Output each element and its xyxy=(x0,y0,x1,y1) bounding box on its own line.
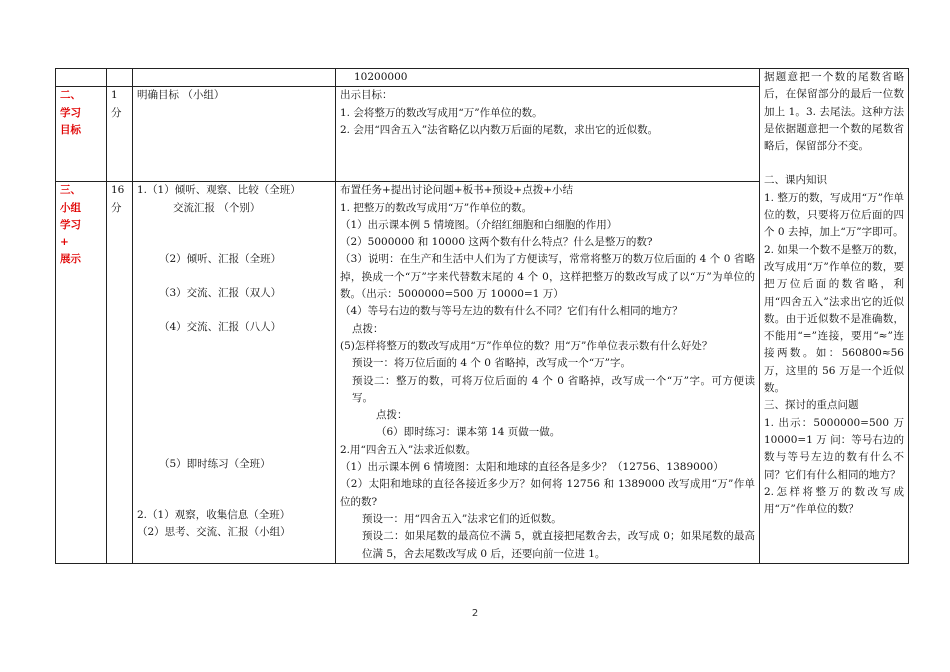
section-cell xyxy=(56,87,107,182)
content-line: 布置任务+提出讨论问题+板书+预设+点拨+小结 xyxy=(340,184,573,197)
notes-paragraph: 2. 如果一个数不是整万的数，改写成用“万”作单位的数，要把万位后面的数省略，利用“四舍五入”法求出它的近似数。由于近似数不是准确数，不能用“=”连接，要用“≈”连接两数。如：560800≈56 万，这里的 56 万是一个近似数。 xyxy=(764,243,904,395)
content-line: 点拨： xyxy=(376,409,408,422)
section-cell xyxy=(56,69,107,87)
activity-text: （4）交流、汇报（八人） xyxy=(159,321,282,334)
content-line: （4）等号右边的数与等号左边的数有什么不同？它们有什么相同的地方？ xyxy=(340,305,683,318)
notes-cell xyxy=(760,69,909,564)
content-line: （1）出示课本例 6 情境图：太阳和地球的直径各是多少？（12756、1389000） xyxy=(340,461,724,474)
section-label: 二、 xyxy=(60,89,81,102)
section-cell xyxy=(56,182,107,564)
section-label: + xyxy=(60,236,69,249)
notes-paragraph: 1. 出示：5000000=500 万 10000=1 万 问：等号右边的数与等号左边的数有什么不同？它们有什么相同的地方？ xyxy=(764,416,904,481)
notes-heading: 三、探讨的重点问题 xyxy=(764,399,859,412)
content-cell xyxy=(336,69,760,87)
notes-paragraph: 1. 整万的数，写成用“万”作单位的数，只要将万位后面的四个 0 去掉，加上“万”字即可。 xyxy=(764,191,904,239)
activity-cell xyxy=(133,87,336,182)
content-line: 1. 会将整万的数改写成用“万”作单位的数。 xyxy=(340,106,543,119)
activity-cell xyxy=(133,69,336,87)
time-value: 1 xyxy=(111,89,118,102)
section-label: 学习 xyxy=(60,218,81,231)
table-row xyxy=(56,69,909,87)
notes-heading: 二、课内知识 xyxy=(764,174,827,187)
lesson-plan-table xyxy=(55,68,909,564)
activity-text: （2）倾听、汇报（全班） xyxy=(159,252,282,265)
content-line: （2）5000000 和 10000 这两个数有什么特点？什么是整万的数? xyxy=(340,236,653,249)
section-label: 小组 xyxy=(60,201,81,214)
content-line: 2.用“四舍五入”法求近似数。 xyxy=(340,443,477,456)
activity-text: 交流汇报 （个别） xyxy=(173,201,261,214)
activity-text: （5）即时练习（全班） xyxy=(159,457,271,470)
content-line: 预设二：整万的数，可将万位后面的 4 个 0 省略掉，改写成一个“万”字。可方便读写。 xyxy=(352,374,755,404)
content-line: (5)怎样将整万的数改写成用“万”作单位的数？用“万”作单位表示数有什么好处？ xyxy=(340,339,713,352)
section-label: 展示 xyxy=(60,253,81,266)
section-label: 目标 xyxy=(60,123,81,136)
notes-paragraph: 据题意把一个数的尾数省略后，在保留部分的最后一位数加上 1。3. 去尾法。这种方法是依据题意把一个数的尾数省略后，保留部分不变。 xyxy=(764,71,904,153)
time-unit: 分 xyxy=(111,201,122,214)
content-line: （3）说明：在生产和生活中人们为了方便读写，常常将整万的数万位后面的 4 个 0 省略掉，换成一个“万”字来代替数末尾的 4 个 0，这样把整万的数改写成了以“万”为单位的数。（出示：5000000=500 万 10000=1 万） xyxy=(340,253,755,301)
notes-paragraph: 2.怎样将整万的数改写成用“万”作单位的数？ xyxy=(764,485,904,516)
time-cell xyxy=(107,182,133,564)
time-unit: 分 xyxy=(111,106,122,119)
content-line: 预设二：如果尾数的最高位不满 5，就直接把尾数舍去，改写成 0；如果尾数的最高位满 5，舍去尾数改写成 0 后，还要向前一位进 1。 xyxy=(362,530,755,560)
time-value: 16 xyxy=(111,184,125,197)
section-label: 学习 xyxy=(60,106,81,119)
time-cell xyxy=(107,69,133,87)
activity-cell xyxy=(133,182,336,564)
content-cell xyxy=(336,87,760,182)
time-cell xyxy=(107,87,133,182)
activity-text: （2）思考、交流、汇报（小组） xyxy=(137,526,291,539)
activity-text: 1.（1）倾听、观察、比较（全班） xyxy=(137,184,301,197)
activity-text: （3）交流、汇报（双人） xyxy=(159,287,282,300)
activity-text: 2.（1）观察，收集信息（全班） xyxy=(137,509,291,522)
content-line: 点拨： xyxy=(352,322,384,335)
content-line: （2）太阳和地球的直径各接近多少万？如何将 12756 和 1389000 改写成用“万”作单位的数? xyxy=(340,478,755,508)
content-line: 2. 会用“四舍五入”法省略亿以内数万后面的尾数，求出它的近似数。 xyxy=(340,123,659,136)
section-label: 三、 xyxy=(60,184,81,197)
content-line: 预设一：用“四舍五入”法求它们的近似数。 xyxy=(362,512,562,525)
content-line: （1）出示课本例 5 情境图。（介绍红细胞和白细胞的作用） xyxy=(340,218,618,231)
content-cell xyxy=(336,182,760,564)
content-line: 1. 把整万的数改写成用“万”作单位的数。 xyxy=(340,201,533,214)
content-line: （6）即时练习：课本第 14 页做一做。 xyxy=(376,426,561,439)
content-line: 预设一：将万位后面的 4 个 0 省略掉，改写成一个“万”字。 xyxy=(352,357,631,370)
page-number: 2 xyxy=(471,608,479,619)
content-line: 出示目标： xyxy=(340,89,393,102)
number-text: 10200000 xyxy=(354,71,408,83)
activity-text: 明确目标 （小组） xyxy=(137,89,225,102)
